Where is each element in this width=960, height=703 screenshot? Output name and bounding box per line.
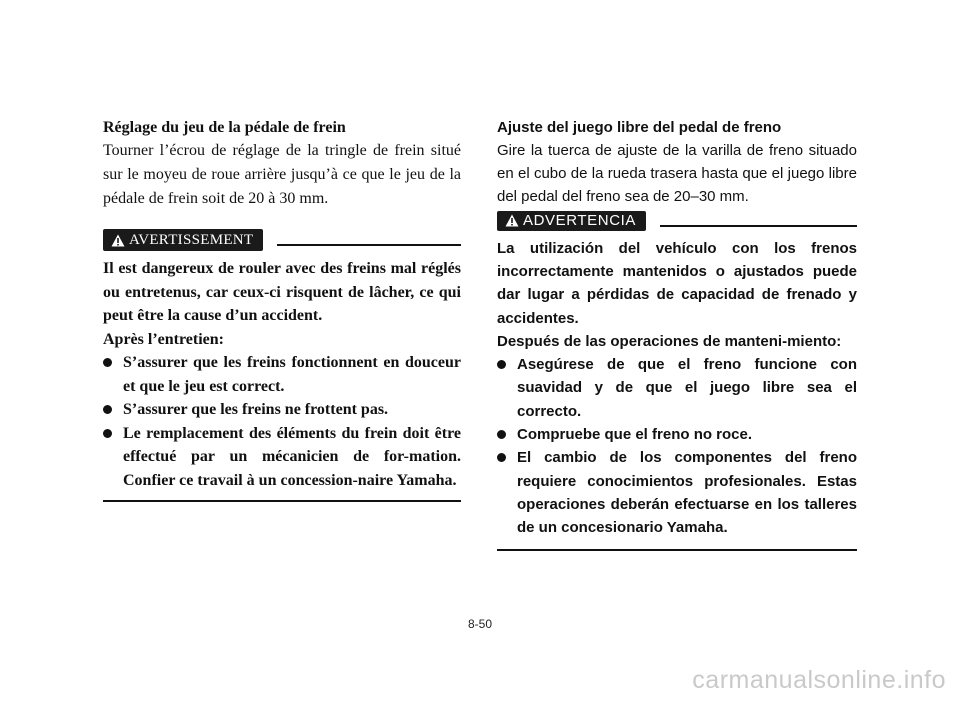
instruction-text-es: Gire la tuerca de ajuste de la varilla de freno situado en el cubo de la rueda trasera hasta que el juego libre del pedal del freno sea de 20–30 mm. — [497, 142, 857, 206]
watermark: carmanualsonline.info — [692, 666, 946, 694]
after-label-fr: Après l’entretien: — [103, 330, 224, 348]
warning-end-rule-fr — [103, 500, 461, 502]
list-item: S’assurer que les freins fonctionnent en douceur et que le jeu est correct. — [103, 351, 461, 398]
warning-triangle-icon — [111, 234, 125, 247]
warning-text-fr: Il est dangereux de rouler avec des freins mal réglés ou entretenus, car ceux-ci risquent de lâcher, ce qui peut être la cause d’un accident. — [103, 260, 461, 324]
list-item: Compruebe que el freno no roce. — [497, 423, 857, 446]
warning-badge-es — [497, 211, 646, 231]
page-number: 8-50 — [467, 617, 493, 631]
bullet-icon — [497, 430, 506, 439]
warning-rule-fr — [277, 244, 461, 246]
warning-header-es — [497, 211, 857, 231]
list-item: El cambio de los componentes del freno requiere conocimientos profesionales. Estas operaciones deberán efectuarse en los talleres de un concesionario Yamaha. — [497, 446, 857, 539]
french-column — [103, 117, 461, 502]
instruction-text-fr: Tourner l’écrou de réglage de la tringle de frein situé sur le moyeu de roue arrière jusqu’à ce que le jeu de la pédale de frein soit de 20 à 30 mm. — [103, 142, 461, 207]
warning-badge-fr — [103, 229, 263, 251]
warning-body-fr — [103, 257, 461, 492]
list-item: Asegúrese de que el freno funcione con suavidad y de que el juego libre sea el correcto. — [497, 353, 857, 423]
list-item: Le remplacement des éléments du frein doit être effectué par un mécanicien de for-mation. Confier ce travail à un concession-naire Yamaha. — [103, 422, 461, 493]
bullet-icon — [103, 429, 112, 438]
warning-label-es: ADVERTENCIA — [523, 212, 637, 230]
list-item: S’assurer que les freins ne frottent pas. — [103, 398, 461, 422]
warning-rule-es — [660, 225, 857, 227]
section-heading-fr: Réglage du jeu de la pédale de frein — [103, 119, 346, 136]
warning-end-rule-es — [497, 549, 857, 551]
warning-body-es — [497, 237, 857, 540]
warning-header-fr — [103, 229, 461, 251]
after-label-es: Después de las operaciones de manteni-miento: — [497, 332, 842, 350]
bullet-icon — [103, 405, 112, 414]
warning-text-es: La utilización del vehículo con los frenos incorrectamente mantenidos o ajustados puede dar lugar a pérdidas de capacidad de frenado y accidentes. — [497, 239, 857, 327]
bullet-icon — [497, 360, 506, 369]
bullet-icon — [103, 358, 112, 367]
warning-label-fr: AVERTISSEMENT — [129, 231, 254, 248]
section-heading-es: Ajuste del juego libre del pedal de freno — [497, 119, 782, 136]
warning-triangle-icon — [505, 214, 519, 227]
spanish-column — [497, 117, 857, 551]
bullet-icon — [497, 453, 506, 462]
